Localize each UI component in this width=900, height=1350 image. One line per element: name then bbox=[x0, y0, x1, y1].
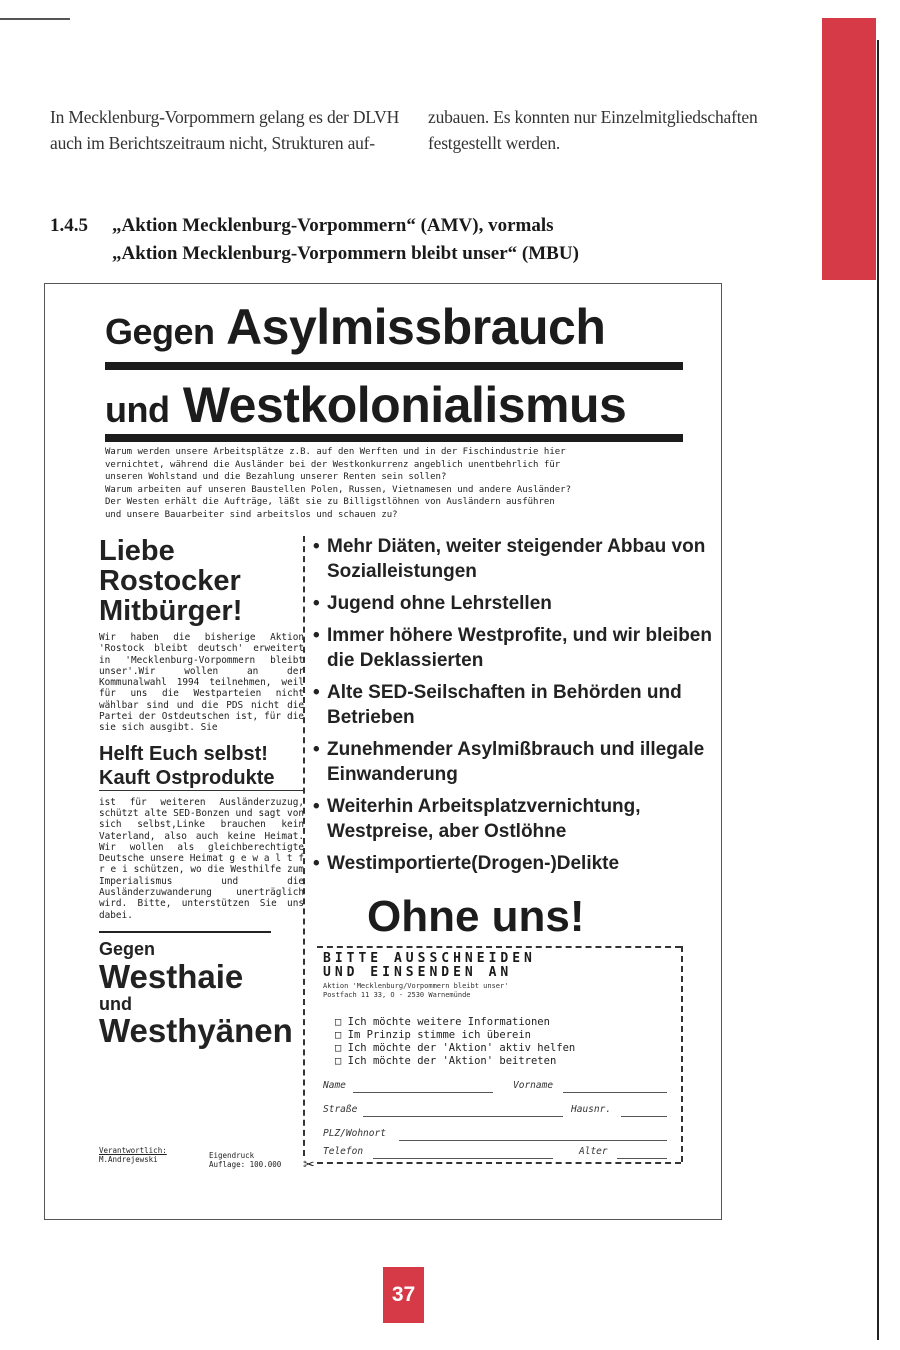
print-info: Eigendruck Auflage: 100.000 bbox=[209, 1151, 282, 1169]
red-margin-tab bbox=[822, 18, 876, 280]
und-small: und bbox=[99, 993, 132, 1014]
page-number: 37 bbox=[383, 1267, 424, 1323]
field-line bbox=[373, 1158, 553, 1159]
coupon-option: □ Ich möchte weitere Informationen bbox=[335, 1016, 550, 1028]
kauft-heading: Kauft Ostprodukte bbox=[99, 766, 304, 791]
coupon-address: Aktion 'Mecklenburg/Vorpommern bleibt unser' Postfach 11 33, O - 2530 Warnemünde bbox=[323, 982, 509, 999]
heading-line-2: „Aktion Mecklenburg-Vorpommern bleibt unser“ (MBU) bbox=[112, 243, 579, 264]
coupon-option: □ Ich möchte der 'Aktion' aktiv helfen bbox=[335, 1042, 576, 1054]
left-divider bbox=[99, 931, 271, 933]
flyer-image bbox=[44, 283, 722, 1220]
coupon-options bbox=[335, 1016, 575, 1068]
westhaie: Westhaie bbox=[99, 957, 244, 995]
liebe-heading: Liebe Rostocker Mitbürger! bbox=[99, 535, 243, 627]
heading-line-1: „Aktion Mecklenburg-Vorpommern“ (AMV), vormals bbox=[112, 215, 554, 236]
title-rule-2 bbox=[105, 434, 683, 442]
bullet-item: • Westimportierte(Drogen-)Delikte bbox=[313, 851, 713, 876]
coupon-option: □ Ich möchte der 'Aktion' beitreten bbox=[335, 1055, 557, 1067]
left-paragraph-2: ist für weiteren Ausländerzuzug, schützt alte SED-Bonzen und sagt von sich selbst,Linke brauchen kein Vaterland, also auch keine Heimat. Wir wollen als gleichberechtigte Deutsche unsere Heimat g e w a l t f r e i schützen, wo die Westhilfe zum Imperialismus und die Ausländerzuwanderung unerträglich wird. Bitte, unterstützen Sie uns dabei. bbox=[99, 796, 304, 921]
field-name: Name bbox=[323, 1080, 346, 1091]
bullet-item: • Mehr Diäten, weiter steigender Abbau von Sozialleistungen bbox=[313, 534, 713, 584]
flyer-title-2: und Westkolonialismus bbox=[105, 377, 627, 433]
westhyaenen: Westhyänen bbox=[99, 1011, 293, 1049]
field-line bbox=[621, 1116, 667, 1117]
coupon-option: □ Im Prinzip stimme ich überein bbox=[335, 1029, 531, 1041]
section-number: 1.4.5 bbox=[50, 215, 88, 236]
bullet-item: • Alte SED-Seilschaften in Behörden und Betrieben bbox=[313, 680, 713, 730]
top-line bbox=[0, 18, 70, 20]
title-rule-1 bbox=[105, 362, 683, 370]
field-line bbox=[563, 1092, 667, 1093]
flyer-intro: Warum werden unsere Arbeitsplätze z.B. auf den Werften und in der Fischindustrie hier vernichtet, während die Ausländer bei der Westkonkurrenz angeblich unentbehrlich für unseren Wohlstand und die Bezahlung unserer Renten sein sollen? Warum arbeiten auf unseren Baustellen Polen, Russen, Vietnamesen und andere Ausländer? Der Westen erhält die Aufträge, läßt sie zu Billigstlöhnen von Ausländern ausführen und unsere Bauarbeiter sind arbeitslos und schauen zu? bbox=[105, 447, 571, 520]
section-heading bbox=[50, 212, 750, 268]
ohne-uns-heading: Ohne uns! bbox=[367, 892, 585, 941]
gegen-small: Gegen bbox=[99, 938, 156, 959]
coupon-cut-line bbox=[681, 946, 683, 1162]
bullet-list bbox=[313, 534, 713, 883]
field-telefon: Telefon bbox=[323, 1146, 364, 1157]
field-plz: PLZ/Wohnort bbox=[323, 1128, 386, 1139]
field-strasse: Straße bbox=[323, 1104, 358, 1115]
field-line bbox=[617, 1158, 667, 1159]
scissors-icon: ✂ bbox=[303, 1156, 315, 1172]
bullet-item: • Weiterhin Arbeitsplatzvernichtung, Westpreise, aber Ostlöhne bbox=[313, 794, 713, 844]
coupon bbox=[317, 946, 681, 1164]
field-line bbox=[363, 1116, 563, 1117]
flyer-title-1: Gegen Asylmissbrauch bbox=[105, 299, 606, 355]
helft-heading: Helft Euch selbst! bbox=[99, 742, 268, 765]
field-line bbox=[399, 1140, 667, 1141]
flyer-left-column bbox=[99, 536, 304, 1048]
coupon-title: BITTE AUSSCHNEIDEN UND EINSENDEN AN bbox=[323, 951, 536, 980]
bullet-item: • Zunehmender Asylmißbrauch und illegale Einwanderung bbox=[313, 737, 713, 787]
field-alter: Alter bbox=[579, 1146, 608, 1157]
bullet-item: • Jugend ohne Lehrstellen bbox=[313, 591, 713, 616]
text-column-left: In Mecklenburg-Vorpommern gelang es der DLVH auch im Berichtszeitraum nicht, Strukturen auf- bbox=[50, 107, 400, 153]
imprint: Verantwortlich: M.Andrejewski bbox=[99, 1146, 167, 1164]
bullet-item: • Immer höhere Westprofite, und wir bleiben die Deklassierten bbox=[313, 623, 713, 673]
field-vorname: Vorname bbox=[513, 1080, 554, 1091]
page-edge-line bbox=[877, 40, 879, 1340]
field-line bbox=[353, 1092, 493, 1093]
field-hausnr: Hausnr. bbox=[571, 1104, 612, 1115]
text-column-right: zubauen. Es konnten nur Einzelmitgliedschaften festgestellt werden. bbox=[428, 107, 758, 153]
left-paragraph-1: Wir haben die bisherige Aktion 'Rostock bleibt deutsch' erweitert in 'Mecklenburg-Vorpommern bleibt unser'.Wir wollen an der Kommunalwahl 1994 teilnehmen, weil für uns die Westparteien nicht wählbar sind und die PDS nicht die Partei der Ostdeutschen ist, für die sie sich ausgibt. Sie bbox=[99, 632, 304, 734]
column-cut-line bbox=[303, 536, 305, 1156]
